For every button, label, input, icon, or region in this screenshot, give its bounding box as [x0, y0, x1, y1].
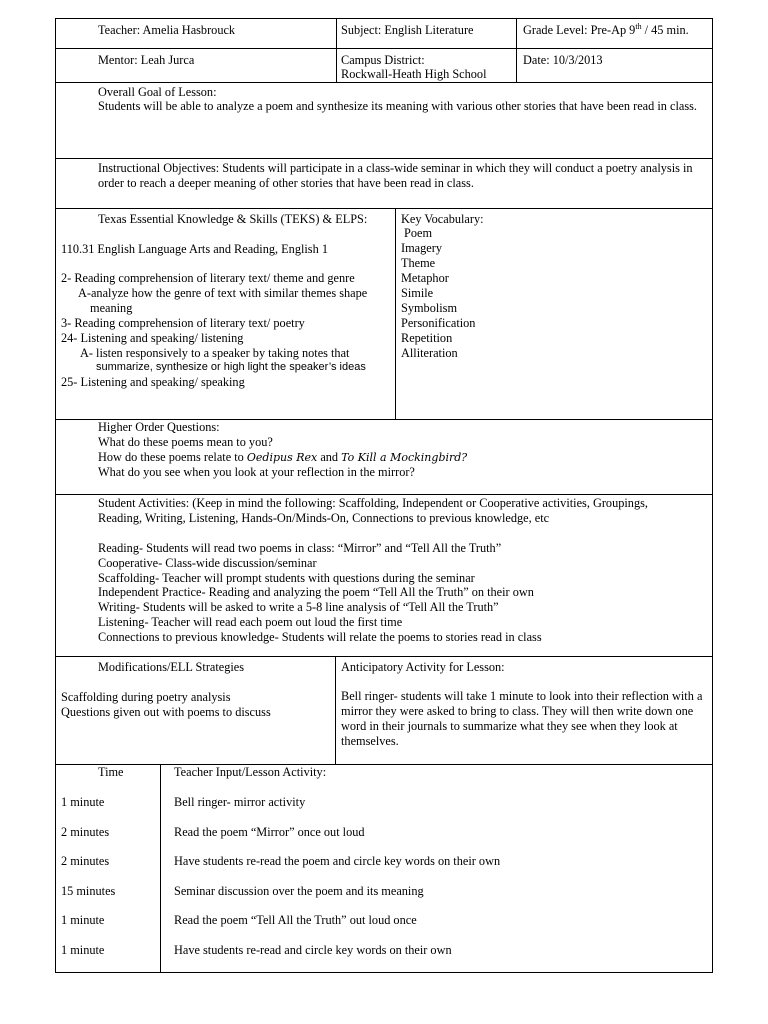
modification-item: Scaffolding during poetry analysis: [61, 690, 231, 704]
row-divider: [55, 158, 713, 159]
schedule-time: 15 minutes: [61, 883, 116, 898]
schedule-activity: Bell ringer- mirror activity: [174, 795, 306, 809]
schedule-time: 2 minutes: [61, 854, 110, 869]
goal-label: Overall Goal of Lesson:: [98, 85, 217, 99]
activity-item: Reading- Students will read two poems in class: “Mirror” and “Tell All the Truth”: [98, 541, 502, 555]
vocab-item: Symbolism: [401, 301, 458, 315]
row-divider: [55, 764, 713, 765]
vocab-item: Theme: [401, 256, 436, 270]
subject-field: Subject: English Literature: [341, 23, 474, 37]
schedule-time: 2 minutes: [61, 824, 110, 839]
date-field: Date: 10/3/2013: [523, 53, 603, 67]
instructional-objectives: Instructional Objectives: Students will participate in a class-wide seminar in which they will conduct a poetry analysis in order to reach a deeper meaning of other stories that have been read in class.: [98, 161, 693, 190]
teacher-field: Teacher: Amelia Hasbrouck: [98, 23, 236, 37]
teks-item: 2- Reading comprehension of literary text/ theme and genre: [61, 271, 355, 285]
teks-item: 3- Reading comprehension of literary text/ poetry: [61, 316, 305, 330]
row-divider: [55, 48, 713, 49]
teks-label: Texas Essential Knowledge & Skills (TEKS) & ELPS:: [98, 212, 368, 226]
teks-course: 110.31 English Language Arts and Reading, English 1: [61, 242, 328, 256]
teks-item: 25- Listening and speaking/ speaking: [61, 375, 245, 389]
vocab-label: Key Vocabulary:: [401, 212, 484, 226]
modification-item: Questions given out with poems to discuss: [61, 705, 271, 719]
column-divider: [516, 18, 517, 82]
hoq-question: How do these poems relate to Oedipus Rex and To Kill a Mockingbird?: [98, 450, 468, 464]
schedule-activity: Seminar discussion over the poem and its meaning: [174, 883, 424, 898]
modifications-label: Modifications/ELL Strategies: [98, 660, 245, 674]
vocab-item: Simile: [401, 286, 434, 300]
hoq-question: What do these poems mean to you?: [98, 435, 273, 449]
schedule-time: 1 minute: [61, 913, 105, 928]
teks-item: 24- Listening and speaking/ listening: [61, 331, 244, 345]
row-divider: [55, 656, 713, 657]
goal-text: Students will be able to analyze a poem and synthesize its meaning with various other stories that have been read in class.: [98, 99, 697, 113]
row-divider: [55, 82, 713, 83]
column-divider: [335, 656, 336, 764]
activity-item: Independent Practice- Reading and analyzing the poem “Tell All the Truth” on their own: [98, 585, 534, 599]
row-divider: [55, 494, 713, 495]
campus-value: Rockwall-Heath High School: [341, 67, 487, 81]
row-divider: [55, 208, 713, 209]
anticipatory-text: Bell ringer- students will take 1 minute to look into their reflection with a mirror they were asked to bring to class. They will then write down one word in their journals to summarize what they see when they look at themselves.: [341, 689, 703, 748]
schedule-activity: Read the poem “Mirror” once out loud: [174, 824, 365, 839]
mentor-field: Mentor: Leah Jurca: [98, 53, 195, 67]
activity-item: Writing- Students will be asked to write a 5-8 line analysis of “Tell All the Truth”: [98, 600, 499, 614]
vocab-item: Metaphor: [401, 271, 449, 285]
schedule-time: 1 minute: [61, 795, 105, 809]
vocab-item: Personification: [401, 316, 476, 330]
hoq-question: What do you see when you look at your reflection in the mirror?: [98, 465, 415, 479]
activity-header: Teacher Input/Lesson Activity:: [174, 765, 327, 779]
teks-item: summarize, synthesize or high light the speaker’s ideas: [96, 361, 366, 373]
activity-item: Listening- Teacher will read each poem out loud the first time: [98, 615, 403, 629]
teks-item: meaning: [90, 301, 133, 315]
schedule-activity: Read the poem “Tell All the Truth” out loud once: [174, 913, 417, 928]
column-divider: [395, 208, 396, 419]
activity-item: Cooperative- Class-wide discussion/seminar: [98, 556, 317, 570]
vocab-item: Poem: [404, 226, 433, 240]
vocab-item: Alliteration: [401, 346, 458, 360]
activity-item: Connections to previous knowledge- Students will relate the poems to stories read in class: [98, 630, 542, 644]
schedule-activity: Have students re-read and circle key words on their own: [174, 943, 452, 957]
schedule-time: 1 minute: [61, 943, 105, 957]
schedule-activity: Have students re-read the poem and circle key words on their own: [174, 854, 501, 869]
column-divider: [336, 18, 337, 82]
hoq-label: Higher Order Questions:: [98, 420, 220, 434]
time-header: Time: [98, 765, 124, 779]
grade-level-field: Grade Level: Pre-Ap 9th / 45 min.: [523, 21, 689, 37]
teks-item: A- listen responsively to a speaker by taking notes that: [80, 346, 350, 360]
activities-intro: Student Activities: (Keep in mind the following: Scaffolding, Independent or Cooperative activities, Groupings, Reading, Writing, Listening, Hands-On/Minds-On, Connections to previous knowledge, etc: [98, 496, 648, 525]
vocab-item: Repetition: [401, 331, 453, 345]
campus-label: Campus District:: [341, 53, 425, 67]
teks-item: A-analyze how the genre of text with similar themes shape: [78, 286, 368, 300]
column-divider: [160, 764, 161, 973]
anticipatory-label: Anticipatory Activity for Lesson:: [341, 660, 505, 674]
vocab-item: Imagery: [401, 241, 442, 255]
activity-item: Scaffolding- Teacher will prompt students with questions during the seminar: [98, 571, 475, 585]
